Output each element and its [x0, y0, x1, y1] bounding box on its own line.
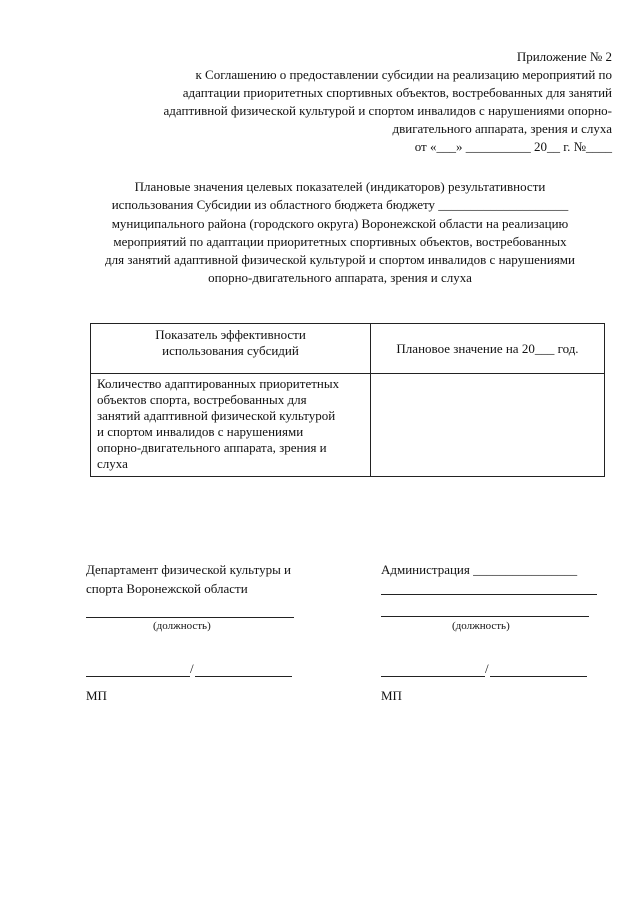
left-signature-line: [86, 676, 190, 677]
right-org-line: [381, 594, 597, 595]
right-signature-line: [381, 676, 485, 677]
title-line: муниципального района (городского округа) Воронежской области на реализацию: [111, 215, 569, 231]
appendix-line: Приложение № 2: [516, 49, 612, 64]
indicator-line: и спортом инвалидов с нарушениями: [97, 424, 304, 439]
indicator-description-cell: [91, 374, 371, 477]
left-slash: /: [190, 661, 194, 676]
title-line: использования Субсидии из областного бюджета бюджету ____________________: [111, 197, 569, 213]
right-slash: /: [485, 661, 489, 676]
indicator-line: опорно-двигательного аппарата, зрения и: [97, 440, 327, 455]
indicator-line: Количество адаптированных приоритетных: [97, 376, 340, 391]
indicator-line: объектов спорта, востребованных для: [97, 392, 307, 407]
left-name-line: [195, 676, 292, 677]
table-row: [91, 374, 605, 477]
header-planned-value-cell: Плановое значение на 20___ год.: [371, 324, 605, 374]
appendix-line: двигательного аппарата, зрения и слуха: [392, 121, 612, 136]
right-position-label: (должность): [452, 620, 510, 632]
left-signature-org: [86, 560, 291, 598]
title-line: мероприятий по адаптации приоритетных спортивных объектов, востребованных: [113, 233, 567, 249]
appendix-line: адаптивной физической культурой и спортом инвалидов с нарушениями опорно-: [163, 103, 612, 118]
title-line: опорно-двигательного аппарата, зрения и слуха: [208, 270, 472, 286]
header-indicator-cell: [91, 324, 371, 374]
appendix-header: [164, 48, 612, 156]
table-header-row: [91, 324, 605, 374]
right-stamp: МП: [381, 688, 402, 703]
title-line: для занятий адаптивной физической культурой и спортом инвалидов с нарушениями: [105, 252, 575, 268]
appendix-line: к Соглашению о предоставлении субсидии на реализацию мероприятий по: [195, 67, 612, 82]
right-name-line: [490, 676, 587, 677]
indicators-table: [90, 323, 605, 477]
right-org-label: Администрация ________________: [381, 562, 578, 577]
document-title: [60, 178, 620, 288]
indicator-line: занятий адаптивной физической культурой: [97, 408, 336, 423]
left-org-line: спорта Воронежской области: [86, 581, 248, 596]
left-position-label: (должность): [153, 620, 211, 632]
planned-value-cell: [371, 374, 605, 477]
indicator-line: слуха: [97, 456, 128, 471]
left-org-line: Департамент физической культуры и: [86, 562, 292, 577]
title-line: Плановые значения целевых показателей (индикаторов) результативности: [134, 179, 546, 194]
left-stamp: МП: [86, 688, 107, 703]
appendix-date-line: от «___» __________ 20__ г. №____: [414, 139, 612, 154]
header-indicator-line: Показатель эффективности: [155, 327, 306, 342]
header-indicator-line: использования субсидий: [162, 343, 299, 358]
right-position-line: [381, 616, 589, 617]
appendix-line: адаптации приоритетных спортивных объектов, востребованных для занятий: [182, 85, 612, 100]
left-position-line: [86, 617, 294, 618]
